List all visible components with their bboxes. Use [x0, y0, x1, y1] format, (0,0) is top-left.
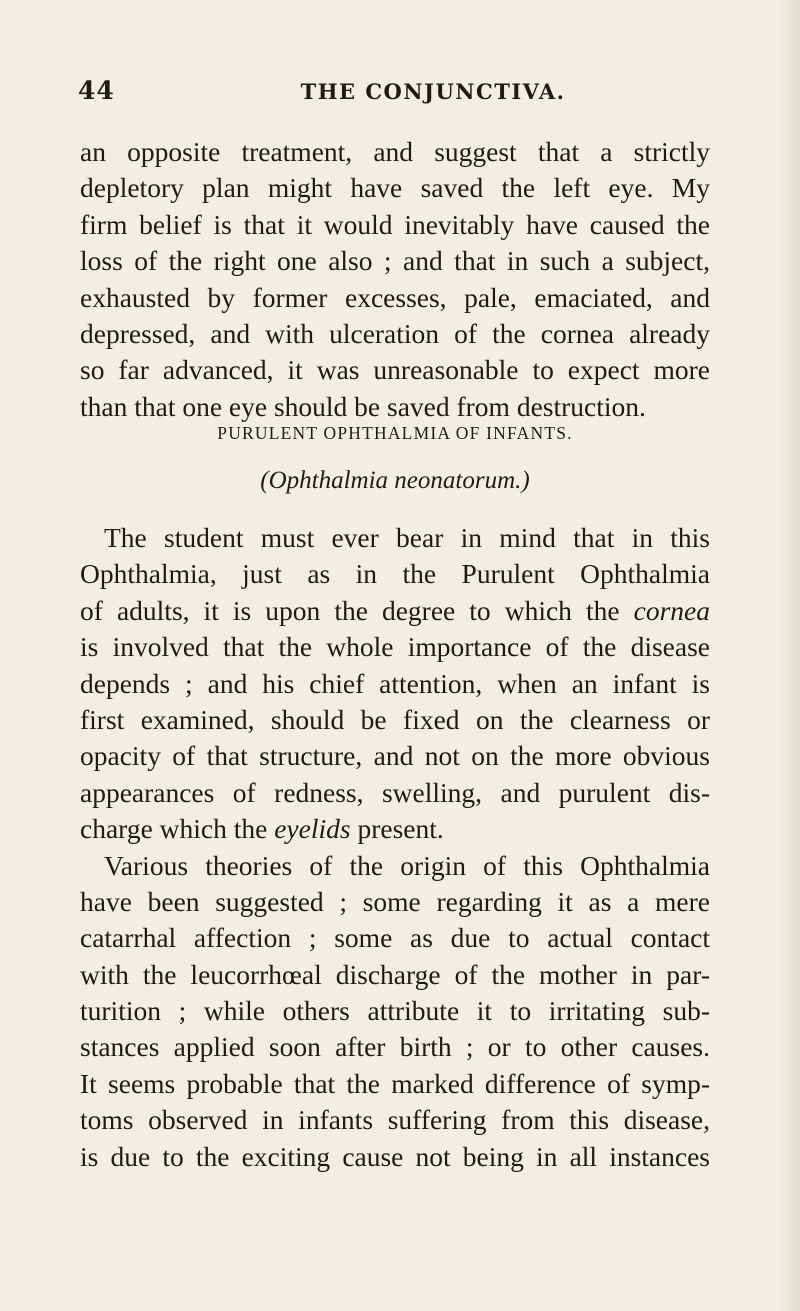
text-line: exhausted by former excesses, pale, emaciated, and — [80, 281, 710, 313]
text-line: depletory plan might have saved the left eye. My — [80, 172, 710, 204]
text-line: toms observed in infants suffering from this disease, — [80, 1104, 710, 1136]
text-line: with the leucorrhœal discharge of the mother in par- — [80, 958, 710, 990]
text-run: of adults, it is upon the degree to which the — [80, 594, 620, 626]
text-line — [80, 593, 710, 629]
running-head — [78, 76, 728, 112]
paragraph-opposite-treatment — [80, 134, 710, 425]
text-line: depressed, and with ulceration of the cornea already — [80, 317, 710, 349]
text-line: first examined, should be fixed on the clearness or — [80, 703, 710, 735]
section-subheading: (Ophthalmia neonatorum.) — [260, 467, 530, 494]
text-line: The student must ever bear in mind that in this — [104, 522, 710, 553]
text-line: Ophthalmia, just as in the Purulent Ophthalmia — [80, 558, 710, 590]
text-line: It seems probable that the marked difference of symp- — [80, 1067, 710, 1099]
italic-word: cornea — [633, 594, 710, 626]
text-line: turition ; while others attribute it to irritating sub- — [80, 995, 710, 1027]
text-line: Various theories of the origin of this Ophthalmia — [104, 849, 710, 881]
italic-word: eyelids — [274, 813, 351, 845]
text-line: stances applied soon after birth ; or to other causes. — [80, 1031, 710, 1063]
text-line: is involved that the whole importance of the disease — [80, 631, 710, 663]
text-run: present. — [357, 813, 444, 845]
text-line: an opposite treatment, and suggest that a strictly — [80, 136, 710, 167]
text-run: charge which the — [80, 813, 268, 845]
text-line: than that one eye should be saved from destruction. — [80, 390, 646, 422]
page-number: 44 — [78, 76, 115, 105]
text-line: appearances of redness, swelling, and purulent dis- — [80, 776, 710, 808]
paragraph-student-must — [80, 520, 710, 1175]
page-edge-shadow — [778, 0, 800, 1311]
chapter-title: THE CONJUNCTIVA. — [300, 79, 566, 104]
text-line: so far advanced, it was unreasonable to expect more — [80, 354, 710, 386]
text-line: is due to the exciting cause not being in all instances — [80, 1140, 710, 1172]
text-line: loss of the right one also ; and that in such a subject, — [80, 245, 710, 277]
text-line: have been suggested ; some regarding it as a mere — [80, 885, 710, 917]
section-heading: PURULENT OPHTHALMIA OF INFANTS. — [217, 423, 573, 443]
text-line: depends ; and his chief attention, when an infant is — [80, 667, 710, 699]
text-line — [80, 811, 710, 847]
text-line: catarrhal affection ; some as due to actual contact — [80, 922, 710, 954]
text-line: opacity of that structure, and not on the more obvious — [80, 740, 710, 772]
text-line: firm belief is that it would inevitably have caused the — [80, 208, 710, 240]
